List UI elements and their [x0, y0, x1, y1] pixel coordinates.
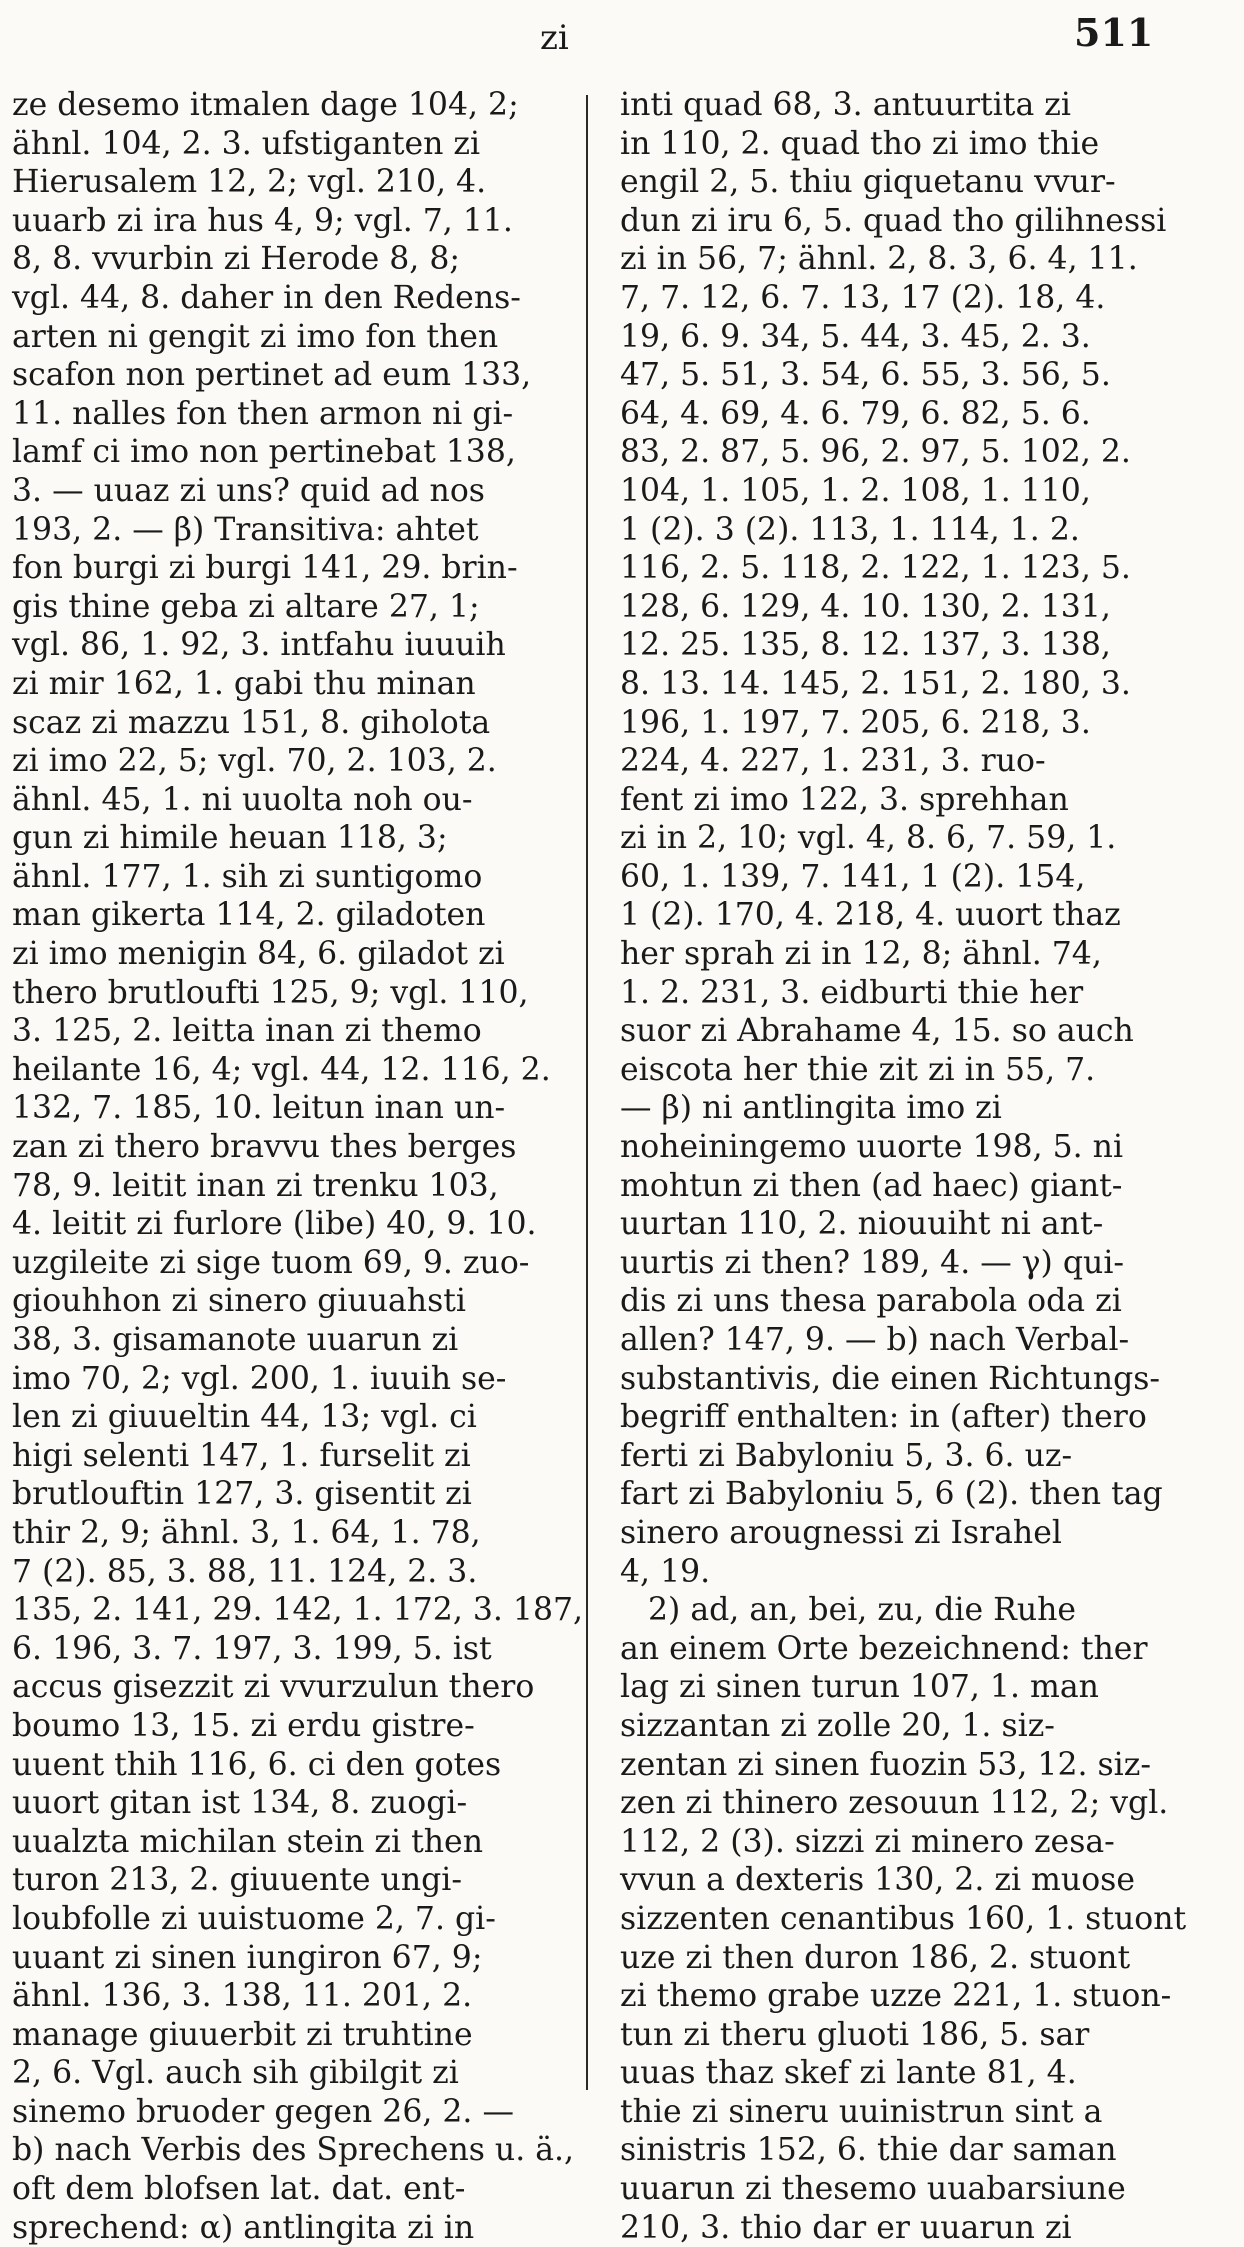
text-line: 6. 196, 3. 7. 197, 3. 199, 5. ist [12, 1630, 492, 1667]
text-line: sinero arougnessi zi Israhel [620, 1514, 1062, 1551]
text-line: thero brutloufti 125, 9; vgl. 110, [12, 974, 529, 1011]
text-line: 8. 13. 14. 145, 2. 151, 2. 180, 3. [620, 665, 1131, 702]
text-line: 4, 19. [620, 1553, 711, 1590]
text-line: thir 2, 9; ähnl. 3, 1. 64, 1. 78, [12, 1514, 481, 1551]
text-line: mohtun zi then (ad haec) giant- [620, 1167, 1123, 1204]
text-line: 3. — uuaz zi uns? quid ad nos [12, 472, 485, 509]
text-line: 83, 2. 87, 5. 96, 2. 97, 5. 102, 2. [620, 434, 1131, 471]
text-line: uualzta michilan stein zi then [12, 1823, 483, 1860]
text-line: 116, 2. 5. 118, 2. 122, 1. 123, 5. [620, 550, 1131, 587]
text-line: accus gisezzit zi vvurzulun thero [12, 1669, 535, 1706]
text-line: zi mir 162, 1. gabi thu minan [12, 665, 476, 702]
text-line: 78, 9. leitit inan zi trenku 103, [12, 1167, 499, 1204]
text-line: tun zi theru gluoti 186, 5. sar [620, 2016, 1090, 2053]
text-line: gun zi himile heuan 118, 3; [12, 820, 448, 857]
text-line: higi selenti 147, 1. furselit zi [12, 1437, 471, 1474]
text-line: 3. 125, 2. leitta inan zi themo [12, 1013, 482, 1050]
text-line: 7, 7. 12, 6. 7. 13, 17 (2). 18, 4. [620, 279, 1106, 316]
text-line: turon 213, 2. giuuente ungi- [12, 1862, 462, 1899]
text-line: ze desemo itmalen dage 104, 2; [12, 87, 519, 123]
text-line: 47, 5. 51, 3. 54, 6. 55, 3. 56, 5. [620, 357, 1111, 394]
text-line: brutlouftin 127, 3. gisentit zi [12, 1476, 472, 1513]
text-line: heilante 16, 4; vgl. 44, 12. 116, 2. [12, 1051, 551, 1088]
text-line: 224, 4. 227, 1. 231, 3. ruo- [620, 743, 1046, 780]
text-line: 128, 6. 129, 4. 10. 130, 2. 131, [620, 588, 1111, 625]
text-line: uuarb zi ira hus 4, 9; vgl. 7, 11. [12, 202, 513, 239]
text-line: 64, 4. 69, 4. 6. 79, 6. 82, 5. 6. [620, 395, 1091, 432]
text-line: begriff enthalten: in (after) thero [620, 1399, 1147, 1436]
page-header [0, 10, 1244, 70]
text-line: giouhhon zi sinero giuuahsti [12, 1283, 466, 1320]
text-line: 11. nalles fon then armon ni gi- [12, 395, 514, 432]
text-line: sinemo bruoder gegen 26, 2. — [12, 2093, 514, 2130]
text-line: sinistris 152, 6. thie dar saman [620, 2132, 1117, 2169]
text-line: manage giuuerbit zi truhtine [12, 2016, 473, 2053]
text-line: fon burgi zi burgi 141, 29. brin- [12, 550, 518, 587]
text-line: 210, 3. thio dar er uuarun zi [620, 2209, 1072, 2246]
text-line: 60, 1. 139, 7. 141, 1 (2). 154, [620, 858, 1086, 895]
text-line: uurtan 110, 2. niouuiht ni ant- [620, 1206, 1104, 1243]
text-line: sizzantan zi zolle 20, 1. siz- [620, 1707, 1055, 1744]
text-line: 1. 2. 231, 3. eidburti thie her [620, 974, 1084, 1011]
text-line: b) nach Verbis des Sprechens u. ä., [12, 2132, 575, 2169]
text-line: uurtis zi then? 189, 4. — γ) qui- [620, 1244, 1125, 1281]
text-line: zen zi thinero zesouun 112, 2; vgl. [620, 1785, 1169, 1822]
text-line: sizzenten cenantibus 160, 1. stuont [620, 1900, 1187, 1937]
text-line: 2) ad, an, bei, zu, die Ruhe [648, 1592, 1077, 1629]
running-head-word: zi [540, 18, 569, 58]
text-line: zi imo menigin 84, 6. giladot zi [12, 936, 505, 973]
text-line: — β) ni antlingita imo zi [620, 1090, 1002, 1127]
text-line: zi in 2, 10; vgl. 4, 8. 6, 7. 59, 1. [620, 820, 1117, 857]
text-line: thie zi sineru uuinistrun sint a [620, 2093, 1103, 2130]
text-line: oft dem blofsen lat. dat. ent- [12, 2171, 466, 2208]
text-line: dun zi iru 6, 5. quad tho gilihnessi [620, 202, 1167, 239]
text-line: uze zi then duron 186, 2. stuont [620, 1939, 1131, 1976]
text-line: 196, 1. 197, 7. 205, 6. 218, 3. [620, 704, 1091, 741]
text-line: allen? 147, 9. — b) nach Verbal- [620, 1322, 1130, 1358]
text-line: uuort gitan ist 134, 8. zuogi- [12, 1785, 468, 1822]
text-line: zi themo grabe uzze 221, 1. stuon- [620, 1978, 1172, 2015]
text-line: arten ni gengit zi imo fon then [12, 318, 499, 355]
text-line: ähnl. 177, 1. sih zi suntigomo [12, 858, 483, 895]
text-line: an einem Orte bezeichnend: ther [620, 1630, 1148, 1667]
text-line: zi imo 22, 5; vgl. 70, 2. 103, 2. [12, 743, 497, 780]
text-line: engil 2, 5. thiu giquetanu vvur- [620, 164, 1116, 201]
text-line: ähnl. 45, 1. ni uuolta noh ou- [12, 781, 473, 818]
text-line: 8, 8. vvurbin zi Herode 8, 8; [12, 241, 460, 278]
text-line: 132, 7. 185, 10. leitun inan un- [12, 1090, 506, 1127]
text-line: noheiningemo uuorte 198, 5. ni [620, 1129, 1124, 1166]
text-line: gis thine geba zi altare 27, 1; [12, 588, 480, 625]
text-line: vgl. 86, 1. 92, 3. intfahu iuuuih [12, 627, 506, 664]
text-line: lamf ci imo non pertinebat 138, [12, 434, 516, 471]
page-number: 511 [1074, 10, 1154, 55]
text-line: ähnl. 104, 2. 3. ufstiganten zi [12, 125, 481, 162]
text-line: uzgileite zi sige tuom 69, 9. zuo- [12, 1244, 530, 1281]
text-line: her sprah zi in 12, 8; ähnl. 74, [620, 936, 1102, 973]
text-line: 135, 2. 141, 29. 142, 1. 172, 3. 187, [12, 1592, 584, 1629]
text-line: 7 (2). 85, 3. 88, 11. 124, 2. 3. [12, 1553, 478, 1590]
text-line: fart zi Babyloniu 5, 6 (2). then tag [620, 1476, 1163, 1513]
text-line: in 110, 2. quad tho zi imo thie [620, 125, 1100, 162]
text-line: vvun a dexteris 130, 2. zi muose [620, 1862, 1135, 1899]
text-line: Hierusalem 12, 2; vgl. 210, 4. [12, 164, 487, 201]
text-line: zentan zi sinen fuozin 53, 12. siz- [620, 1746, 1151, 1783]
text-line: vgl. 44, 8. daher in den Redens- [12, 279, 521, 316]
text-line: 1 (2). 170, 4. 218, 4. uuort thaz [620, 897, 1121, 934]
text-line: len zi giuueltin 44, 13; vgl. ci [12, 1399, 477, 1436]
text-line: 4. leitit zi furlore (libe) 40, 9. 10. [12, 1206, 537, 1243]
text-line: 2, 6. Vgl. auch sih gibilgit zi [12, 2055, 459, 2092]
text-line: 19, 6. 9. 34, 5. 44, 3. 45, 2. 3. [620, 318, 1091, 355]
text-line: sprechend: α) antlingita zi in [12, 2209, 475, 2246]
text-line: scafon non pertinet ad eum 133, [12, 357, 532, 394]
text-line: uuent thih 116, 6. ci den gotes [12, 1746, 502, 1783]
text-line: substantivis, die einen Richtungs- [620, 1360, 1161, 1397]
text-line: ähnl. 136, 3. 138, 11. 201, 2. [12, 1978, 473, 2015]
text-line: 12. 25. 135, 8. 12. 137, 3. 138, [620, 627, 1111, 664]
column-divider [586, 95, 588, 2090]
text-line: man gikerta 114, 2. giladoten [12, 897, 486, 934]
left-column [12, 86, 584, 2247]
text-line: loubfolle zi uuistuome 2, 7. gi- [12, 1900, 496, 1937]
text-line: uuarun zi thesemo uuabarsiune [620, 2171, 1126, 2208]
text-line: imo 70, 2; vgl. 200, 1. iuuih se- [12, 1360, 507, 1397]
text-line: boumo 13, 15. zi erdu gistre- [12, 1707, 475, 1744]
text-line: 193, 2. — β) Transitiva: ahtet [12, 511, 479, 548]
text-line: zan zi thero bravvu thes berges [12, 1129, 517, 1166]
right-column [620, 86, 1187, 2247]
text-line: uuas thaz skef zi lante 81, 4. [620, 2055, 1077, 2092]
text-line: fent zi imo 122, 3. sprehhan [620, 781, 1069, 818]
text-line: 38, 3. gisamanote uuarun zi [12, 1322, 459, 1358]
text-line: eiscota her thie zit zi in 55, 7. [620, 1051, 1096, 1088]
text-line: dis zi uns thesa parabola oda zi [620, 1283, 1122, 1320]
text-line: uuant zi sinen iungiron 67, 9; [12, 1939, 483, 1976]
text-line: 1 (2). 3 (2). 113, 1. 114, 1. 2. [620, 511, 1080, 548]
text-line: 104, 1. 105, 1. 2. 108, 1. 110, [620, 472, 1091, 509]
text-line: suor zi Abrahame 4, 15. so auch [620, 1013, 1134, 1050]
text-line: ferti zi Babyloniu 5, 3. 6. uz- [620, 1437, 1073, 1474]
text-line: inti quad 68, 3. antuurtita zi [620, 87, 1071, 123]
text-line: zi in 56, 7; ähnl. 2, 8. 3, 6. 4, 11. [620, 241, 1138, 278]
text-line: 112, 2 (3). sizzi zi minero zesa- [620, 1823, 1115, 1860]
text-line: lag zi sinen turun 107, 1. man [620, 1669, 1099, 1706]
text-line: scaz zi mazzu 151, 8. giholota [12, 704, 491, 741]
